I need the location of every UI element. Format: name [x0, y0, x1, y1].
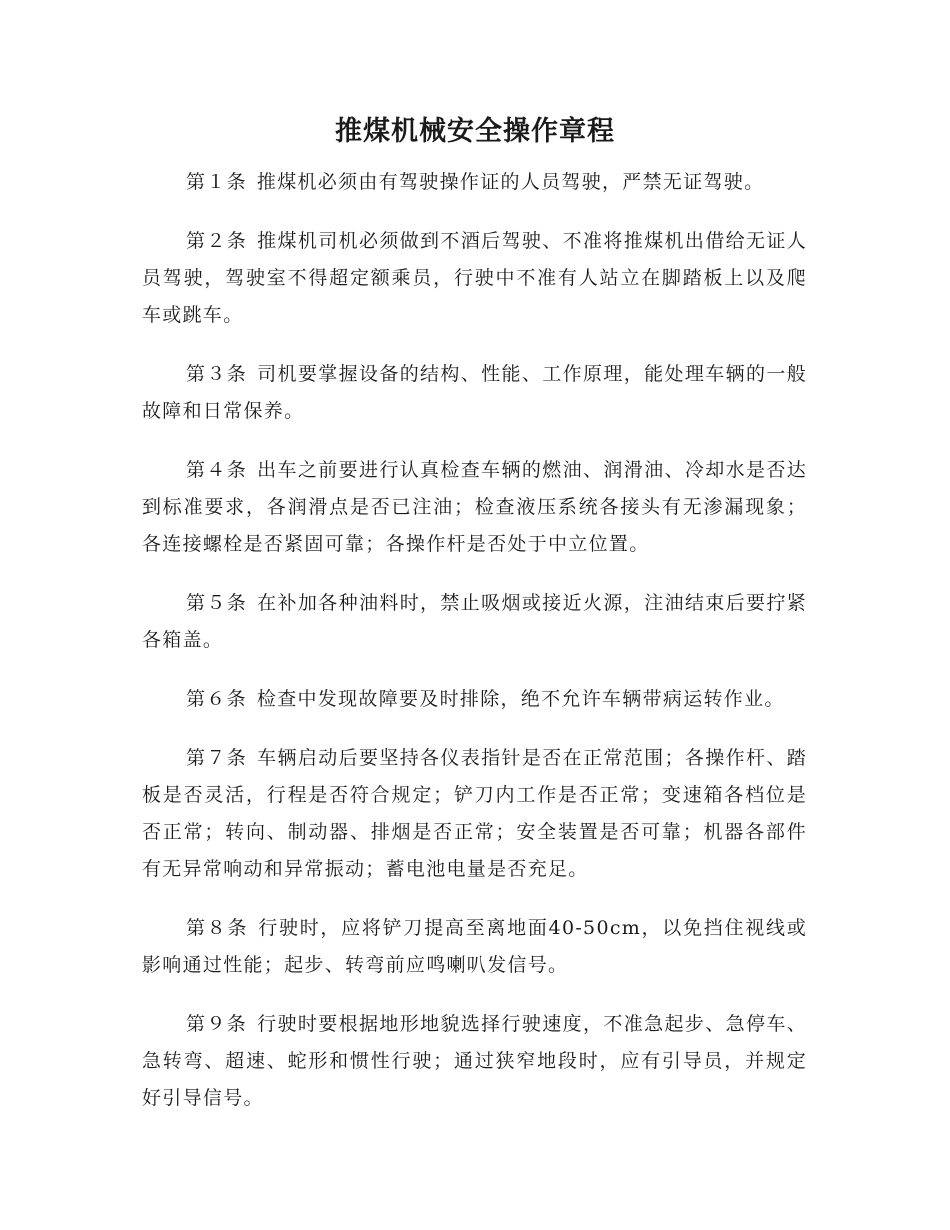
article-text: 行驶时要根据地形地貌选择行驶速度，不准急起步、急停车、急转弯、超速、蛇形和惯性行驶；通过狭窄地段时，应有引导员，并规定好引导信号。 [142, 1013, 807, 1109]
article-4 [142, 452, 807, 563]
article-9 [142, 1006, 807, 1117]
article-text: 出车之前要进行认真检查车辆的燃油、润滑油、冷却水是否达到标准要求，各润滑点是否已注油；检查液压系统各接头有无渗漏现象；各连接螺栓是否紧固可靠；各操作杆是否处于中立位置。 [142, 459, 807, 555]
article-5 [142, 585, 807, 659]
article-7 [142, 740, 807, 888]
article-number: 第５条 [186, 592, 248, 614]
document-title: 推煤机械安全操作章程 [335, 116, 615, 147]
article-text: 推煤机司机必须做到不酒后驾驶、不准将推煤机出借给无证人员驾驶，驾驶室不得超定额乘员，行驶中不准有人站立在脚踏板上以及爬车或跳车。 [142, 230, 807, 326]
article-3 [142, 356, 807, 430]
article-number: 第９条 [186, 1013, 248, 1035]
article-number: 第７条 [186, 747, 248, 769]
article-text: 司机要掌握设备的结构、性能、工作原理，能处理车辆的一般故障和日常保养。 [142, 363, 807, 422]
article-6 [142, 681, 807, 718]
article-number: 第４条 [186, 459, 248, 481]
article-number: 第８条 [186, 917, 249, 939]
article-text: 推煤机必须由有驾驶操作证的人员驾驶，严禁无证驾驶。 [256, 171, 765, 193]
article-text: 车辆启动后要坚持各仪表指针是否在正常范围；各操作杆、踏板是否灵活，行程是否符合规定；铲刀内工作是否正常；变速箱各档位是否正常；转向、制动器、排烟是否正常；安全装置是否可靠；机器各部件有无异常响动和异常振动；蓄电池电量是否充足。 [142, 747, 807, 880]
article-text: 行驶时，应将铲刀提高至离地面40-50cm，以免挡住视线或影响通过性能；起步、转弯前应鸣喇叭发信号。 [142, 917, 807, 976]
article-number: 第１条 [186, 171, 247, 193]
article-text: 检查中发现故障要及时排除，绝不允许车辆带病运转作业。 [256, 688, 785, 710]
article-8 [142, 910, 807, 984]
article-number: 第２条 [186, 230, 248, 252]
article-number: 第６条 [186, 688, 247, 710]
article-1 [142, 164, 807, 201]
article-list [142, 164, 807, 1139]
article-number: 第３条 [186, 363, 248, 385]
article-text: 在补加各种油料时，禁止吸烟或接近火源，注油结束后要拧紧各箱盖。 [142, 592, 807, 651]
article-2 [142, 223, 807, 334]
